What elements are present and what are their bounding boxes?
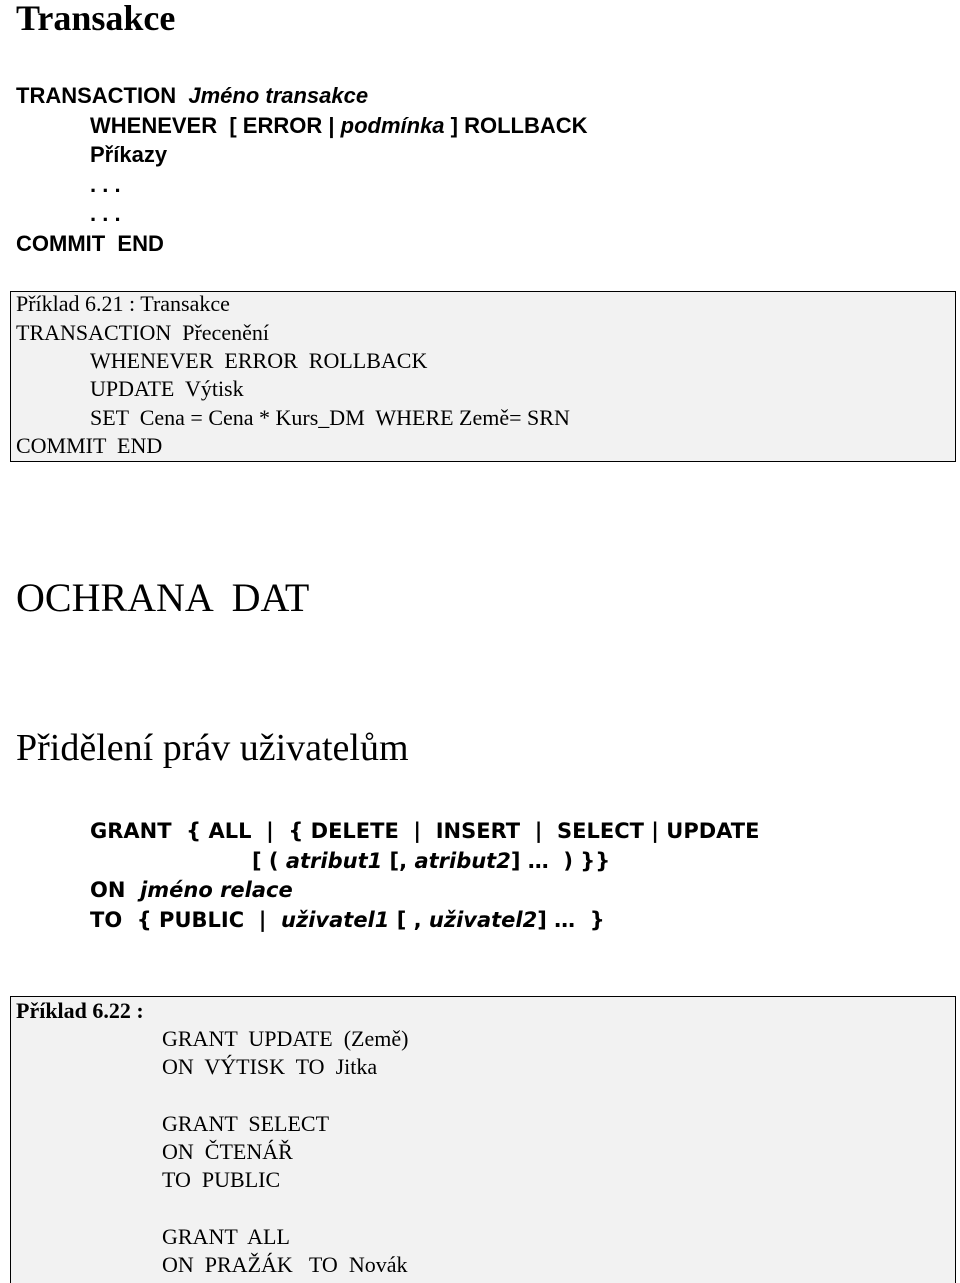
whenever-text: WHENEVER [ ERROR | (90, 113, 335, 138)
example-621-line: SET Cena = Cena * Kurs_DM WHERE Země= SRN (90, 405, 570, 430)
example-621-label-rest: Transakce (140, 291, 230, 316)
example-621-label (16, 290, 230, 319)
example-622-label: Příklad 6.22 : (16, 998, 144, 1023)
grant-syntax-line-3 (90, 876, 293, 906)
placeholder-relation-name: jméno relace (140, 878, 293, 902)
section-title: OCHRANA DAT (16, 575, 310, 620)
grant-line2-c: ] … ) }} (510, 849, 611, 873)
syntax-line-commit: COMMIT END (16, 231, 164, 256)
placeholder-condition: podmínka (340, 113, 445, 138)
example-621-line: COMMIT END (16, 433, 163, 458)
grant-line2-a: [ ( (252, 849, 279, 873)
placeholder-user2: uživatel2 (428, 908, 538, 932)
page-title: Transakce (16, 0, 176, 38)
example-622-box (10, 996, 956, 1283)
placeholder-attribute2: atribut2 (414, 849, 511, 873)
subsection-title: Přidělení práv uživatelům (16, 727, 409, 769)
example-622-line: GRANT ALL (162, 1224, 290, 1249)
grant-line4-a: TO { PUBLIC | (90, 908, 267, 932)
example-621-line: WHENEVER ERROR ROLLBACK (90, 348, 428, 373)
example-622-line: ON PRAŽÁK TO Novák (162, 1252, 408, 1277)
example-622-line: ON ČTENÁŘ (162, 1139, 293, 1164)
syntax-line-whenever (90, 111, 588, 141)
grant-syntax-line-4 (90, 906, 605, 936)
example-622-line: ON VÝTISK TO Jitka (162, 1054, 378, 1079)
keyword-on: ON (90, 878, 126, 902)
rollback-text: ] ROLLBACK (450, 113, 588, 138)
syntax-line-transaction (16, 81, 368, 111)
syntax-dots-2: . . . (90, 201, 121, 226)
grant-syntax-line-2 (252, 847, 610, 877)
example-622-line: GRANT SELECT (162, 1111, 330, 1136)
example-621-label-text: Příklad 6.21 : (16, 291, 136, 316)
placeholder-attribute1: atribut1 (285, 849, 383, 873)
keyword-transaction: TRANSACTION (16, 83, 177, 108)
example-621-line: UPDATE Výtisk (90, 376, 244, 401)
grant-line4-b: [ , (396, 908, 422, 932)
syntax-dots-1: . . . (90, 172, 121, 197)
placeholder-user1: uživatel1 (281, 908, 390, 932)
example-622-line: TO PUBLIC (162, 1167, 281, 1192)
grant-line4-c: ] … } (537, 908, 605, 932)
example-622-line: GRANT UPDATE (Země) (162, 1026, 409, 1051)
placeholder-transaction-name: Jméno transakce (188, 83, 369, 108)
syntax-line-statements: Příkazy (90, 142, 168, 167)
grant-syntax-line-1: GRANT { ALL | { DELETE | INSERT | SELECT | UPDATE (90, 819, 760, 843)
grant-line2-b: [, (389, 849, 408, 873)
example-621-line: TRANSACTION Přecenění (16, 320, 269, 345)
